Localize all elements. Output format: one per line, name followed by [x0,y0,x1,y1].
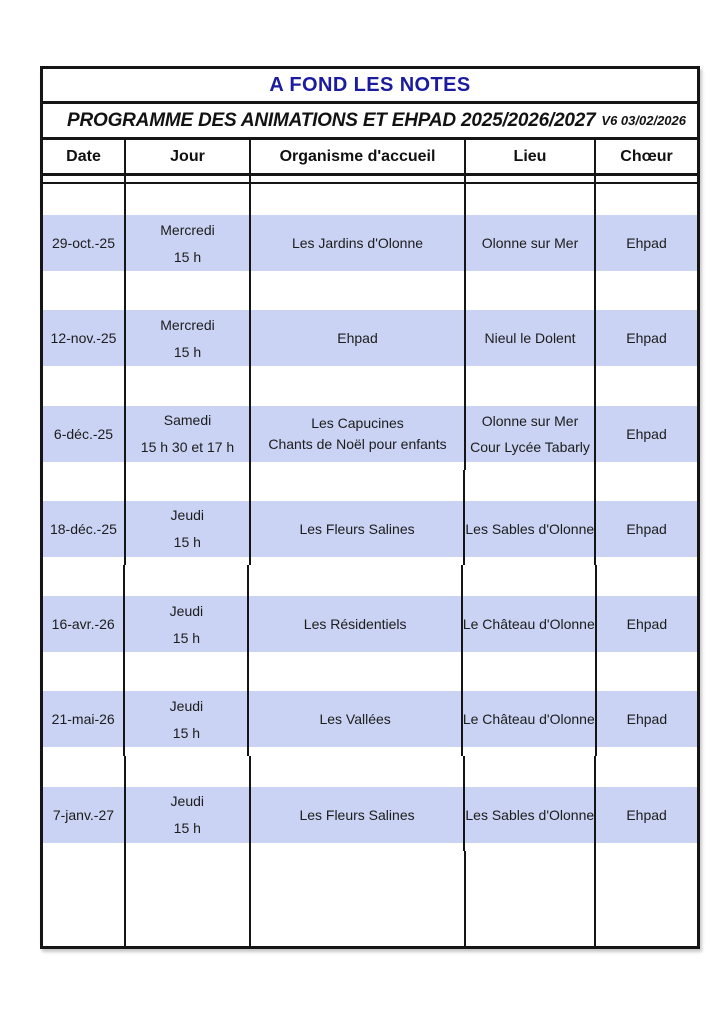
highlight-band [43,310,124,366]
highlight-band [251,787,464,843]
gap-cell [126,176,251,182]
day-text: Mercredi [160,316,215,333]
date-cell [43,470,126,565]
highlight-band [596,215,697,271]
lieu-cell [466,851,596,946]
organisme-cell [251,279,466,374]
lieu-text: Nieul le Dolent [484,330,576,347]
date-text: 16-avr.-26 [51,616,115,632]
highlight-band [251,406,464,462]
highlight-band [466,215,594,271]
lieu-text: Olonne sur Mer [481,412,579,429]
gap-cell [466,176,596,182]
lieu-text: Le Château d'Olonne [462,616,595,632]
gap-cell [251,176,466,182]
highlight-band [249,691,460,747]
lieu-cell [465,756,596,851]
lieu-text: Les Sables d'Olonne [465,520,595,537]
gap-cell [596,176,697,182]
column-header-organisme: Organisme d'accueil [251,140,466,173]
highlight-band [463,691,595,747]
highlight-band [43,596,123,652]
table-row [43,565,697,660]
time-text: 15 h [173,820,201,836]
choeur-text: Ehpad [626,520,667,537]
date-text: 12-nov.-25 [50,330,117,347]
day-text: Samedi [163,412,212,428]
column-header-jour: Jour [126,140,251,173]
date-cell [43,279,126,374]
lieu-cell [463,565,597,660]
lieu-cell [463,660,597,755]
highlight-band [43,215,124,271]
highlight-band [596,501,697,557]
organisme-cell [249,565,462,660]
choeur-text: Ehpad [626,425,667,442]
column-header-row [43,140,697,176]
choeur-cell [596,184,697,279]
organisme-text: Les Fleurs Salines [299,520,415,537]
lieu-cell [466,279,596,374]
table-body [43,184,697,946]
organisme-cell [251,375,466,470]
organisme-text: Les Capucines [311,415,404,431]
choeur-cell [596,756,697,851]
organisme-cell [251,470,466,565]
column-header-lieu: Lieu [466,140,596,173]
highlight-band [43,787,124,843]
table-row [43,279,697,374]
time-text: 15 h [172,724,201,741]
date-cell [43,375,126,470]
jour-cell [126,184,251,279]
gap-cell [43,176,126,182]
highlight-band [126,787,249,843]
subtitle-row [43,104,697,140]
highlight-band [251,501,464,557]
date-cell [43,756,126,851]
table-row [43,184,697,279]
table-row [43,470,697,565]
organisme-text: Les Jardins d'Olonne [291,235,424,251]
highlight-band [465,501,594,557]
time-text: 15 h 30 et 17 h [140,439,235,455]
lieu-text: Les Sables d'Olonne [465,806,595,823]
choeur-cell [597,565,697,660]
highlight-band [463,596,595,652]
highlight-band [466,406,594,462]
choeur-text: Ehpad [626,806,667,823]
day-text: Jeudi [169,697,204,714]
organisme-cell [251,184,466,279]
table-row [43,756,697,851]
date-cell [43,565,125,660]
organisme-text: Les Fleurs Salines [299,806,415,823]
choeur-text: Ehpad [626,711,668,728]
organisme-cell [249,660,462,755]
day-text: Jeudi [170,507,205,524]
date-text: 6-déc.-25 [53,425,114,442]
lieu-text: Le Château d'Olonne [462,711,595,728]
time-text: 15 h [172,629,201,646]
choeur-cell [596,470,697,565]
highlight-band [125,691,247,747]
highlight-band [597,596,697,652]
highlight-band [596,406,697,462]
date-cell [43,851,126,946]
organisme-text: Les Vallées [319,711,391,728]
date-text: 29-oct.-25 [51,235,116,251]
day-text: Jeudi [170,793,205,809]
jour-cell [126,756,251,851]
highlight-band [126,310,249,366]
highlight-band [597,691,697,747]
organisme-cell [251,756,466,851]
jour-cell [125,565,249,660]
time-text: 15 h [173,534,201,551]
date-text: 18-déc.-25 [49,520,117,537]
lieu-cell [465,470,596,565]
organisme-text-line2: Chants de Noël pour enfants [268,436,447,452]
table-row [43,375,697,470]
highlight-band [43,691,123,747]
choeur-text: Ehpad [626,235,667,251]
highlight-band [125,596,247,652]
column-header-date: Date [43,140,126,173]
jour-cell [126,279,251,374]
highlight-band [465,787,594,843]
highlight-band [249,596,460,652]
title-row [43,69,697,104]
day-text: Mercredi [160,221,215,238]
date-cell [43,184,126,279]
highlight-band [43,501,124,557]
page-title: A FOND LES NOTES [269,73,471,96]
date-cell [43,660,125,755]
lieu-text-line2: Cour Lycée Tabarly [470,438,590,455]
time-text: 15 h [173,248,202,265]
column-header-choeur: Chœur [620,147,673,165]
jour-cell [125,660,249,755]
highlight-band [251,215,464,271]
choeur-text: Ehpad [626,616,668,632]
choeur-text: Ehpad [626,330,667,347]
choeur-cell [596,279,697,374]
lieu-cell [466,184,596,279]
header-gap-row [43,176,697,184]
choeur-cell [596,375,697,470]
highlight-band [126,406,249,462]
table-row-empty [43,851,697,946]
jour-cell [126,470,251,565]
highlight-band [43,406,124,462]
table-row [43,660,697,755]
organisme-text: Les Résidentiels [303,616,407,632]
jour-cell [126,375,251,470]
highlight-band [251,310,464,366]
highlight-band [126,501,249,557]
organisme-cell [251,851,466,946]
choeur-cell [597,660,697,755]
highlight-band [466,310,594,366]
program-table [40,66,700,949]
day-text: Jeudi [169,602,204,619]
date-text: 21-mai-26 [51,711,115,728]
lieu-cell [466,375,596,470]
version-stamp: V6 03/02/2026 [601,113,686,128]
highlight-band [596,787,697,843]
time-text: 15 h [173,343,202,360]
date-text: 7-janv.-27 [52,806,115,823]
highlight-band [126,215,249,271]
page-subtitle: PROGRAMME DES ANIMATIONS ET EHPAD 2025/2026/2027 [67,109,596,131]
choeur-cell [596,851,697,946]
highlight-band [596,310,697,366]
jour-cell [126,851,251,946]
lieu-text: Olonne sur Mer [481,235,579,251]
organisme-text: Ehpad [337,330,378,347]
